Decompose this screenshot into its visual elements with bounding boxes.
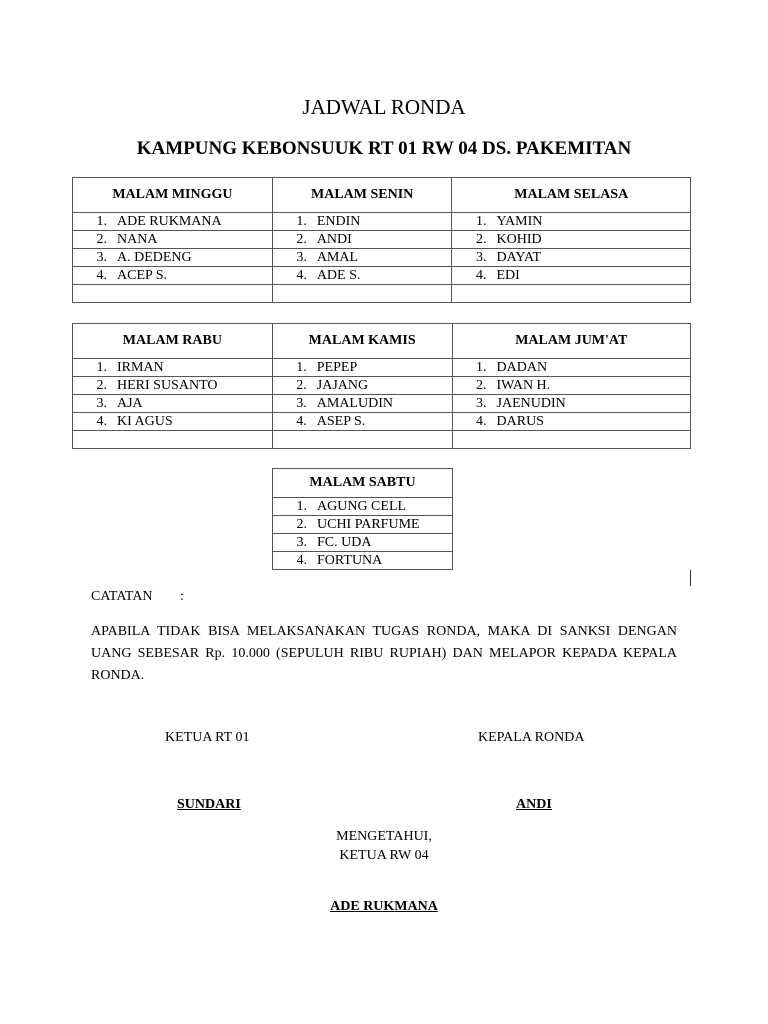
- member-name: FORTUNA: [317, 553, 383, 568]
- member-name: HERI SUSANTO: [117, 378, 218, 393]
- note-body: APABILA TIDAK BISA MELAKSANAKAN TUGAS RONDA, MAKA DI SANKSI DENGAN UANG SEBESAR Rp. 10.000 (SEPULUH RIBU RUPIAH) DAN MELAPOR KEPADA KEPALA RONDA.: [91, 624, 677, 683]
- item-number: 4.: [96, 268, 107, 283]
- empty-row: [73, 431, 691, 449]
- signature-right-name: ANDI: [516, 797, 552, 812]
- item-number: 3.: [296, 535, 307, 550]
- signature-left-name: SUNDARI: [177, 797, 241, 812]
- member-name: ADE S.: [316, 268, 361, 283]
- note-label: CATATAN: [91, 589, 153, 604]
- column-header: MALAM RABU: [73, 324, 273, 359]
- item-number: 1.: [475, 214, 487, 229]
- member-name: UCHI PARFUME: [317, 517, 420, 532]
- text-cursor: [690, 570, 691, 586]
- empty-row: [73, 285, 691, 303]
- page-title: JADWAL RONDA: [302, 95, 466, 119]
- member-name: AMAL: [316, 250, 359, 265]
- note-colon: :: [180, 589, 184, 604]
- member-name: ASEP S.: [316, 414, 366, 429]
- item-number: 1.: [96, 214, 107, 229]
- signature-right-title: KEPALA RONDA: [478, 730, 585, 745]
- item-number: 3.: [296, 250, 307, 265]
- member-name: ADE RUKMANA: [117, 214, 222, 229]
- item-number: 3.: [96, 250, 107, 265]
- member-name: AJA: [117, 396, 143, 411]
- signature-rw-title: KETUA RW 04: [339, 848, 429, 863]
- table-row: [273, 516, 453, 534]
- member-name: KI AGUS: [117, 414, 173, 429]
- table-row: [73, 249, 691, 267]
- member-name: JAJANG: [316, 378, 369, 393]
- item-number: 2.: [96, 232, 107, 247]
- column-header: MALAM JUM'AT: [452, 324, 690, 359]
- member-name: IRMAN: [117, 360, 164, 375]
- schedule-table-1: [72, 177, 691, 303]
- column-header: MALAM SABTU: [273, 469, 453, 498]
- item-number: 4.: [296, 268, 307, 283]
- table-row: [73, 359, 691, 377]
- member-name: NANA: [117, 232, 158, 247]
- column-header: MALAM SELASA: [452, 178, 691, 213]
- member-name: FC. UDA: [317, 535, 372, 550]
- item-number: 2.: [296, 517, 307, 532]
- table-row: [273, 534, 453, 552]
- item-number: 1.: [296, 214, 307, 229]
- member-name: ENDIN: [316, 214, 361, 229]
- item-number: 3.: [476, 396, 487, 411]
- item-number: 1.: [96, 360, 107, 375]
- schedule-table-2: [72, 323, 691, 449]
- item-number: 1.: [476, 360, 487, 375]
- signature-left-title: KETUA RT 01: [165, 730, 250, 745]
- column-header: MALAM MINGGU: [73, 178, 273, 213]
- table-row: [73, 213, 691, 231]
- table-row: [273, 552, 453, 570]
- member-name: JAENUDIN: [496, 396, 566, 411]
- item-number: 4.: [96, 414, 107, 429]
- member-name: DADAN: [496, 360, 548, 375]
- member-name: AGUNG CELL: [317, 499, 407, 514]
- item-number: 2.: [475, 232, 487, 247]
- column-header: MALAM SENIN: [272, 178, 452, 213]
- member-name: PEPEP: [316, 360, 358, 375]
- member-name: EDI: [496, 268, 520, 283]
- table-row: [73, 413, 691, 431]
- item-number: 2.: [96, 378, 107, 393]
- item-number: 4.: [476, 414, 487, 429]
- page-subtitle: KAMPUNG KEBONSUUK RT 01 RW 04 DS. PAKEMITAN: [136, 138, 632, 159]
- member-name: ACEP S.: [117, 268, 168, 283]
- mengetahui-label: MENGETAHUI,: [336, 829, 432, 844]
- table-row: [73, 377, 691, 395]
- member-name: AMALUDIN: [316, 396, 393, 411]
- item-number: 3.: [296, 396, 307, 411]
- item-number: 3.: [96, 396, 107, 411]
- table-row: [273, 498, 453, 516]
- member-name: DAYAT: [496, 250, 542, 265]
- signature-rw-name: ADE RUKMANA: [330, 899, 438, 914]
- member-name: A. DEDENG: [117, 250, 192, 265]
- item-number: 1.: [296, 499, 307, 514]
- item-number: 3.: [475, 250, 487, 265]
- item-number: 2.: [296, 378, 307, 393]
- item-number: 1.: [296, 360, 307, 375]
- table-row: [73, 267, 691, 285]
- item-number: 4.: [296, 414, 307, 429]
- item-number: 2.: [476, 378, 487, 393]
- schedule-table-3: [272, 468, 453, 570]
- item-number: 2.: [296, 232, 307, 247]
- member-name: KOHID: [496, 232, 542, 247]
- column-header: MALAM KAMIS: [272, 324, 452, 359]
- table-row: [73, 231, 691, 249]
- item-number: 4.: [296, 553, 307, 568]
- table-row: [73, 395, 691, 413]
- member-name: YAMIN: [496, 214, 543, 229]
- member-name: IWAN H.: [496, 378, 551, 393]
- member-name: ANDI: [316, 232, 352, 247]
- item-number: 4.: [475, 268, 487, 283]
- member-name: DARUS: [496, 414, 544, 429]
